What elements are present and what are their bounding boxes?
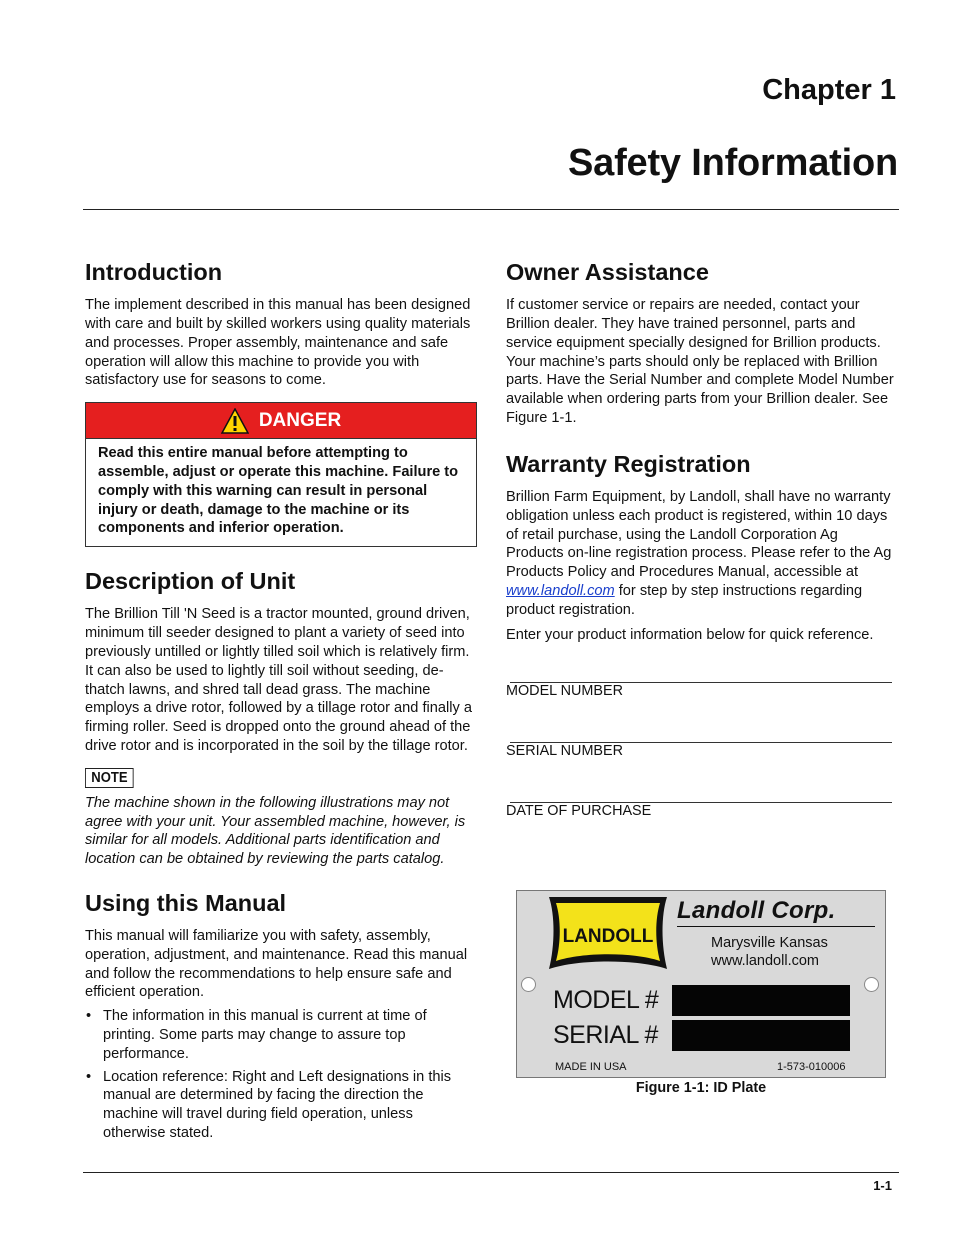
right-column xyxy=(506,258,898,820)
plate-part-number: 1-573-010006 xyxy=(777,1061,846,1073)
using-manual-section xyxy=(85,889,477,1143)
warranty-text xyxy=(506,488,898,620)
left-column xyxy=(85,258,477,1147)
owner-assistance-heading: Owner Assistance xyxy=(506,259,709,285)
plate-model-box xyxy=(672,985,850,1016)
serial-number-field[interactable] xyxy=(506,742,892,760)
plate-company-underline xyxy=(677,926,875,927)
logo-text: LANDOLL xyxy=(562,926,654,947)
danger-label: DANGER xyxy=(258,409,342,431)
description-section xyxy=(85,567,477,756)
introduction-heading: Introduction xyxy=(85,259,223,285)
list-item: • Location reference: Right and Left designations in this manual are determined by facing the direction the machine will travel during field operation, unless otherwise stated. xyxy=(85,1068,477,1143)
introduction-section xyxy=(85,258,477,390)
mounting-hole-left xyxy=(521,977,536,992)
figure-caption: Figure 1-1: ID Plate xyxy=(635,1080,767,1096)
introduction-text: The implement described in this manual has been designed with care and built by skilled workers using quality materials and processes. Proper assembly, maintenance and safe operation will allow this machine to provide you with satisfactory use for seasons to come. xyxy=(85,297,471,389)
plate-serial-box xyxy=(672,1020,850,1051)
plate-serial-label: SERIAL # xyxy=(553,1021,658,1049)
date-of-purchase-label: DATE OF PURCHASE xyxy=(506,803,652,820)
landoll-shield-icon xyxy=(547,895,669,971)
warranty-text-after: for step by step instructions regarding product registration. xyxy=(506,582,863,618)
warranty-text-before: Brillion Farm Equipment, by Landoll, shall have no warranty obligation unless each product is registered, within 10 days of retail purchase, using the Landoll Corporation Ag Products on-line registration process. Please refer to the Ag Products Policy and Procedures Manual, accessible at xyxy=(506,488,892,581)
mounting-hole-right xyxy=(864,977,879,992)
model-number-label: MODEL NUMBER xyxy=(506,683,624,700)
owner-assistance-section xyxy=(506,258,898,428)
landoll-logo xyxy=(547,895,669,971)
owner-assistance-text: If customer service or repairs are needed, contact your Brillion dealer. They have trained personnel, parts and service equipment specially designed for Brillion products. Your machine’s parts should only be replaced with Brillion parts. Have the Serial Number and complete Model Number available when ordering parts from your Brillion dealer. See Figure 1-1. xyxy=(506,297,894,426)
using-manual-bullets xyxy=(85,1007,477,1143)
model-number-field[interactable] xyxy=(506,682,892,700)
header-divider xyxy=(83,209,899,210)
warranty-heading: Warranty Registration xyxy=(506,450,751,477)
plate-website: www.landoll.com xyxy=(711,953,819,969)
danger-header xyxy=(86,403,476,439)
warning-triangle-icon xyxy=(221,408,249,434)
note-text: The machine shown in the following illustrations may not agree with your unit. Your assembled machine, however, is similar for all models. Additional parts identification and location can be obtained by reviewing the parts catalog. xyxy=(85,794,466,868)
plate-company-name: Landoll Corp. xyxy=(677,897,836,924)
danger-box xyxy=(85,402,477,547)
note-badge: NOTE xyxy=(85,768,134,788)
using-manual-heading: Using this Manual xyxy=(85,889,287,916)
chapter-label: Chapter 1 xyxy=(762,74,896,106)
id-plate-figure xyxy=(516,890,886,1078)
enter-info-text: Enter your product information below for quick reference. xyxy=(506,626,874,643)
danger-text: Read this entire manual before attempting to assemble, adjust or operate this machine. Failure to comply with this warning can result in personal injury or death, damage to the machine or its components and inferior operation. xyxy=(98,445,459,537)
plate-city: Marysville Kansas xyxy=(711,935,828,951)
landoll-website-link[interactable]: www.landoll.com xyxy=(506,582,615,599)
plate-model-label: MODEL # xyxy=(553,986,659,1014)
warranty-section xyxy=(506,450,898,645)
footer-divider xyxy=(83,1172,899,1173)
page-number: 1-1 xyxy=(873,1178,892,1193)
page-title: Safety Information xyxy=(568,142,898,184)
note-section xyxy=(85,768,477,869)
plate-made-in: MADE IN USA xyxy=(555,1061,627,1073)
description-heading: Description of Unit xyxy=(85,568,296,595)
date-of-purchase-field[interactable] xyxy=(506,802,892,820)
using-manual-text: This manual will familiarize you with safety, assembly, operation, adjustment, and maintenance. Read this manual and follow the recommendations to help ensure safe and efficient operation. xyxy=(85,928,468,1001)
description-text: The Brillion Till 'N Seed is a tractor mounted, ground driven, minimum till seeder designed to plant a variety of seed into previously untilled or lightly tilled soil which is relatively firm. It can also be used to lightly till soil without seeding, de-thatch lawns, and shred tall dead grass. The machine employs a drive rotor, followed by a tillage rotor and finally a firming roller. Seed is dropped onto the ground ahead of the drive rotor and is incorporated in the soil by the tillage rotor. xyxy=(85,606,472,754)
list-item: • The information in this manual is current at time of printing. Some parts may change to assure top performance. xyxy=(85,1007,477,1063)
serial-number-label: SERIAL NUMBER xyxy=(506,743,624,760)
